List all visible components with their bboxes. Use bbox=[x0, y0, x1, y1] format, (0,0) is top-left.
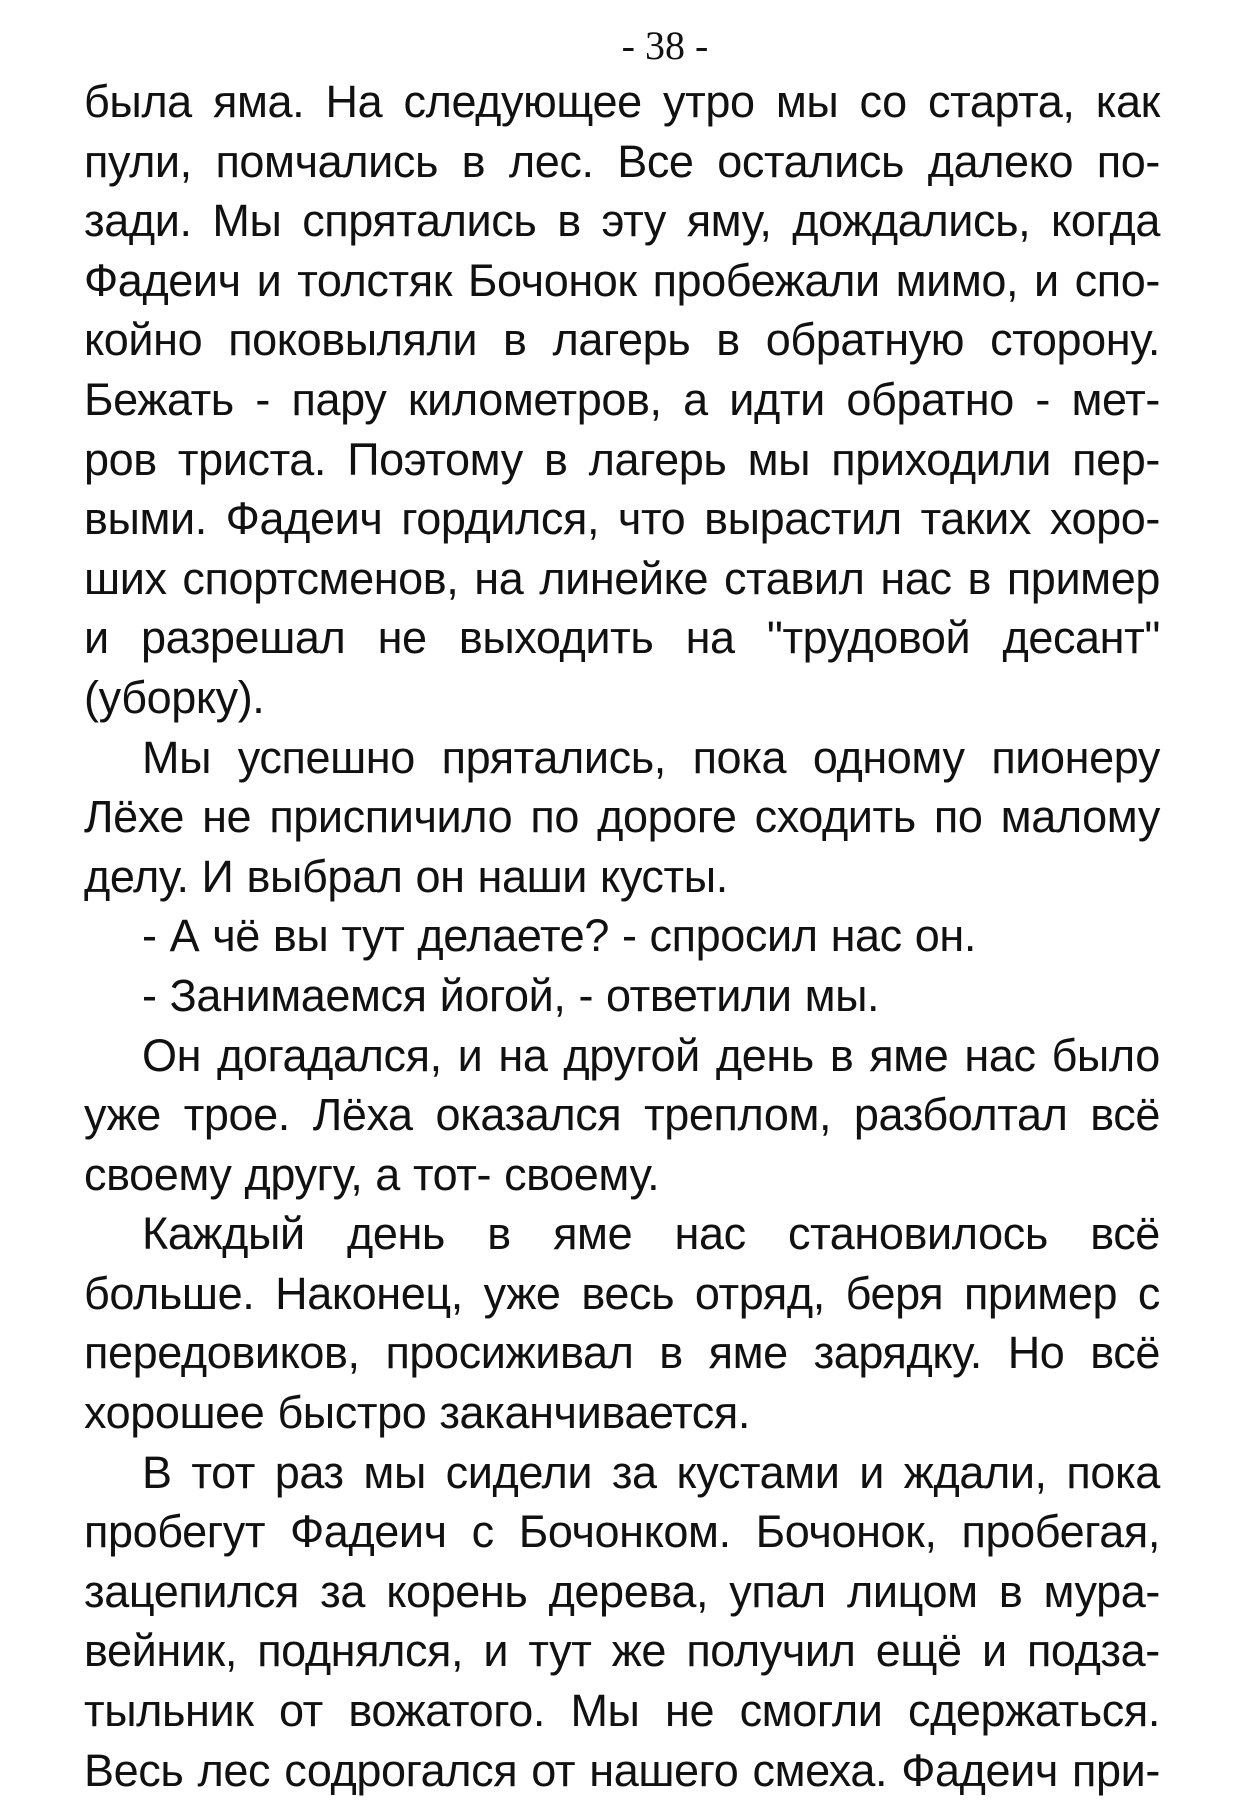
word: подза- bbox=[1026, 1625, 1160, 1677]
word: пример bbox=[963, 1267, 1118, 1319]
word: в bbox=[659, 1327, 683, 1379]
word: - bbox=[1035, 373, 1050, 425]
word: всё bbox=[1090, 1327, 1160, 1379]
word: что bbox=[617, 493, 686, 545]
word: в bbox=[487, 1208, 511, 1260]
word: пока bbox=[692, 731, 787, 783]
word: смеха. bbox=[752, 1744, 888, 1796]
word: мура- bbox=[1043, 1565, 1160, 1617]
text-line bbox=[84, 1621, 1160, 1681]
word: И bbox=[201, 850, 234, 902]
word: койно bbox=[84, 314, 203, 366]
word: зацепился bbox=[84, 1565, 299, 1617]
word: уже bbox=[483, 1267, 561, 1319]
word: на bbox=[685, 612, 735, 664]
word: пример bbox=[1006, 552, 1160, 604]
word: вожатого. bbox=[348, 1685, 545, 1737]
text-line bbox=[84, 1502, 1160, 1562]
word: и bbox=[981, 1625, 1007, 1677]
word: заканчивается. bbox=[439, 1387, 750, 1439]
word: день bbox=[715, 1029, 814, 1081]
word: Лёха bbox=[312, 1089, 413, 1141]
word: Все bbox=[617, 135, 694, 187]
word: по bbox=[530, 791, 579, 843]
word: отряд, bbox=[694, 1267, 825, 1319]
word: вырастил bbox=[704, 493, 902, 545]
word: а bbox=[683, 373, 708, 425]
text-line bbox=[84, 251, 1160, 311]
text-line bbox=[84, 430, 1160, 490]
word: пробегут bbox=[84, 1506, 266, 1558]
word: и bbox=[1034, 254, 1059, 306]
word: старта, bbox=[928, 76, 1075, 127]
word: при- bbox=[1072, 1744, 1160, 1796]
word: десант" bbox=[1002, 612, 1160, 664]
word: поднялся, bbox=[257, 1625, 464, 1677]
word: в bbox=[543, 433, 568, 485]
word: делу. bbox=[84, 850, 189, 902]
word: помчались bbox=[215, 135, 438, 187]
word: сторону. bbox=[990, 314, 1160, 366]
word: было bbox=[1051, 1029, 1160, 1081]
word: пару bbox=[291, 373, 387, 425]
word: он bbox=[415, 850, 465, 902]
word: Бежать bbox=[84, 373, 234, 425]
word: в bbox=[557, 195, 581, 247]
word: с bbox=[471, 1506, 494, 1558]
word: малому bbox=[1000, 791, 1160, 843]
text-line bbox=[84, 1026, 1160, 1086]
word: в bbox=[503, 314, 527, 366]
word: - bbox=[255, 373, 270, 425]
word: и bbox=[84, 612, 109, 664]
word: мы bbox=[747, 433, 811, 485]
word: прятались, bbox=[441, 731, 666, 783]
word: выбрал bbox=[246, 850, 403, 902]
word: приходили bbox=[831, 433, 1052, 485]
word: ших bbox=[84, 552, 167, 604]
word: по bbox=[933, 791, 983, 843]
word: гордился, bbox=[401, 493, 600, 545]
word: наши bbox=[477, 850, 588, 902]
word: другой bbox=[563, 1029, 700, 1081]
word: лагерь bbox=[552, 314, 691, 366]
word: упал bbox=[729, 1565, 826, 1617]
page-number: - 38 - bbox=[621, 23, 709, 68]
text-line bbox=[84, 966, 1160, 1026]
word: раз bbox=[274, 1446, 344, 1498]
word: Бочонком. bbox=[518, 1506, 731, 1558]
word: спросил bbox=[649, 910, 818, 962]
word: - bbox=[142, 910, 157, 962]
word: "трудовой bbox=[766, 612, 971, 664]
word: Поэтому bbox=[347, 433, 523, 485]
word: Каждый bbox=[142, 1208, 305, 1260]
word: тыльник bbox=[84, 1685, 254, 1737]
word: в bbox=[829, 1029, 854, 1081]
word: Наконец, bbox=[275, 1267, 463, 1319]
word: быстро bbox=[277, 1387, 427, 1439]
word: остались bbox=[717, 135, 905, 187]
word: больше. bbox=[84, 1267, 255, 1319]
word: Весь bbox=[84, 1744, 184, 1796]
text-line bbox=[84, 132, 1160, 192]
word: спо- bbox=[1074, 254, 1160, 306]
word: Мы bbox=[142, 731, 212, 783]
word: уже bbox=[84, 1089, 161, 1141]
word: ещё bbox=[875, 1625, 962, 1677]
word: - bbox=[578, 969, 594, 1021]
word: идти bbox=[729, 373, 825, 425]
word: пробежали bbox=[652, 254, 880, 306]
word: пионеру bbox=[991, 731, 1160, 783]
word: обратную bbox=[765, 314, 965, 366]
word: и bbox=[457, 1029, 483, 1081]
word: в bbox=[716, 314, 740, 366]
text-line bbox=[84, 310, 1160, 370]
text-line bbox=[84, 191, 1160, 251]
word: тут bbox=[341, 910, 405, 962]
word: в bbox=[998, 1565, 1023, 1617]
word: лицом bbox=[846, 1565, 978, 1617]
word: чё bbox=[212, 910, 260, 962]
text-line bbox=[84, 549, 1160, 609]
word: нас bbox=[880, 552, 952, 604]
text-line bbox=[84, 608, 1160, 668]
word: триста. bbox=[177, 433, 327, 485]
word: ответили bbox=[606, 969, 792, 1021]
word: Бочонок bbox=[467, 254, 637, 306]
word: нас bbox=[830, 910, 902, 962]
word: эту bbox=[601, 195, 666, 247]
word: нас bbox=[964, 1029, 1036, 1081]
word: и bbox=[256, 254, 282, 306]
word: передовиков, bbox=[84, 1327, 360, 1379]
word: а bbox=[375, 1148, 400, 1200]
word: тут bbox=[528, 1625, 592, 1677]
word: была bbox=[84, 76, 192, 127]
word: ров bbox=[84, 433, 157, 485]
word: как bbox=[1095, 76, 1160, 127]
word: сходить bbox=[754, 791, 916, 843]
word: мы bbox=[363, 1446, 426, 1498]
word: Но bbox=[1007, 1327, 1065, 1379]
text-line bbox=[84, 1443, 1160, 1503]
word: Занимаемся bbox=[169, 969, 427, 1021]
word: ждали, bbox=[903, 1446, 1047, 1498]
word: своему bbox=[84, 1148, 232, 1200]
word: со bbox=[859, 76, 907, 127]
word: нашего bbox=[589, 1744, 739, 1796]
text-line bbox=[84, 1681, 1160, 1741]
word: мы bbox=[775, 76, 839, 127]
word: смогли bbox=[739, 1685, 883, 1737]
word: от bbox=[531, 1744, 576, 1796]
word: следующее bbox=[403, 76, 642, 127]
word: беря bbox=[845, 1267, 944, 1319]
word: яме bbox=[553, 1208, 633, 1260]
word: На bbox=[325, 76, 383, 127]
word: Фадеич bbox=[84, 254, 241, 306]
word: Фадеич bbox=[290, 1506, 447, 1558]
text-line bbox=[84, 668, 1160, 728]
word: яме bbox=[869, 1029, 949, 1081]
word: по- bbox=[1096, 135, 1160, 187]
word: всё bbox=[1090, 1208, 1160, 1260]
word: треплом, bbox=[644, 1089, 832, 1141]
text-line bbox=[84, 1562, 1160, 1622]
word: не bbox=[377, 612, 427, 664]
word: Фадеич bbox=[901, 1744, 1058, 1796]
word: просиживал bbox=[385, 1327, 634, 1379]
word: за bbox=[320, 1565, 366, 1617]
word: далеко bbox=[927, 135, 1074, 187]
word: Бочонок, bbox=[755, 1506, 937, 1558]
body-text bbox=[84, 72, 1160, 1800]
word: догадался, bbox=[217, 1029, 442, 1081]
word: таких bbox=[920, 493, 1032, 545]
word: дерева, bbox=[548, 1565, 709, 1617]
word: в bbox=[461, 135, 486, 187]
word: (уборку). bbox=[84, 671, 265, 723]
text-line bbox=[84, 370, 1160, 430]
word: получил bbox=[686, 1625, 856, 1677]
word: разболтал bbox=[853, 1089, 1068, 1141]
text-line bbox=[84, 489, 1160, 549]
word: кустами bbox=[676, 1446, 840, 1498]
word: йогой, bbox=[439, 969, 566, 1021]
word: тот bbox=[191, 1446, 255, 1498]
word: Он bbox=[142, 1029, 202, 1081]
word: своему. bbox=[504, 1148, 660, 1200]
word: не bbox=[665, 1685, 715, 1737]
word: оказался bbox=[435, 1089, 622, 1141]
text-line bbox=[84, 906, 1160, 966]
word: содрогался bbox=[284, 1744, 518, 1796]
word: корень bbox=[386, 1565, 528, 1617]
word: успешно bbox=[237, 731, 415, 783]
word: он. bbox=[914, 910, 976, 962]
word: лес bbox=[197, 1744, 271, 1796]
word: сдержаться. bbox=[907, 1685, 1160, 1737]
word: утро bbox=[663, 76, 755, 127]
word: от bbox=[279, 1685, 323, 1737]
word: всё bbox=[1090, 1089, 1160, 1141]
word: мет- bbox=[1071, 373, 1160, 425]
word: выходить bbox=[458, 612, 654, 664]
text-line bbox=[84, 1204, 1160, 1264]
word: ставил bbox=[723, 552, 865, 604]
text-line bbox=[84, 1741, 1160, 1800]
word: когда bbox=[1051, 195, 1160, 247]
text-line bbox=[84, 72, 1160, 132]
word: кусты. bbox=[600, 850, 728, 902]
word: в bbox=[967, 552, 991, 604]
word: не bbox=[202, 791, 252, 843]
text-line bbox=[84, 1264, 1160, 1324]
word: В bbox=[142, 1446, 172, 1498]
word: на bbox=[498, 1029, 548, 1081]
text-line bbox=[84, 1383, 1160, 1443]
word: яма. bbox=[213, 76, 305, 127]
text-line bbox=[84, 1145, 1160, 1205]
word: Фадеич bbox=[225, 493, 383, 545]
word: пока bbox=[1066, 1446, 1160, 1498]
word: спрятались bbox=[302, 195, 537, 247]
word: зарядку. bbox=[813, 1327, 982, 1379]
word: дороге bbox=[597, 791, 737, 843]
word: хоро- bbox=[1049, 493, 1160, 545]
text-line bbox=[84, 1085, 1160, 1145]
word: и bbox=[483, 1625, 509, 1677]
word: день bbox=[346, 1208, 445, 1260]
word: Мы bbox=[212, 195, 282, 247]
word: вы bbox=[272, 910, 329, 962]
word: пули, bbox=[84, 135, 192, 187]
word: зади. bbox=[84, 195, 192, 247]
word: с bbox=[1137, 1267, 1160, 1319]
word: сидели bbox=[445, 1446, 593, 1498]
word: толстяк bbox=[297, 254, 452, 306]
word: Мы bbox=[570, 1685, 640, 1737]
word: становилось bbox=[788, 1208, 1048, 1260]
word: хорошее bbox=[84, 1387, 265, 1439]
word: делаете? bbox=[417, 910, 609, 962]
word: яме bbox=[708, 1327, 788, 1379]
word: за bbox=[611, 1446, 657, 1498]
word: Лёхе bbox=[84, 791, 184, 843]
word: пер- bbox=[1072, 433, 1160, 485]
word: другу, bbox=[244, 1148, 363, 1200]
text-line bbox=[84, 728, 1160, 788]
word: вейник, bbox=[84, 1625, 237, 1677]
word: лес. bbox=[508, 135, 594, 187]
word: дождались, bbox=[792, 195, 1031, 247]
word: нас bbox=[674, 1208, 746, 1260]
word: пробегая, bbox=[961, 1506, 1160, 1558]
word: обратно bbox=[846, 373, 1014, 425]
word: и bbox=[859, 1446, 885, 1498]
word: одному bbox=[812, 731, 965, 783]
word: лагерь bbox=[588, 433, 727, 485]
word: трое. bbox=[183, 1089, 290, 1141]
text-line bbox=[84, 787, 1160, 847]
word: - bbox=[621, 910, 637, 962]
word: А bbox=[169, 910, 200, 962]
word: - bbox=[142, 969, 157, 1021]
word: весь bbox=[581, 1267, 675, 1319]
word: разрешал bbox=[140, 612, 346, 664]
word: спортсменов, bbox=[182, 552, 459, 604]
word: приспичило bbox=[269, 791, 513, 843]
word: на bbox=[474, 552, 524, 604]
word: мимо, bbox=[895, 254, 1019, 306]
text-line bbox=[84, 847, 1160, 907]
word: мы. bbox=[804, 969, 880, 1021]
word: километров, bbox=[407, 373, 662, 425]
text-line bbox=[84, 1323, 1160, 1383]
word: линейке bbox=[539, 552, 709, 604]
word: яму, bbox=[686, 195, 772, 247]
word: поковыляли bbox=[228, 314, 478, 366]
word: выми. bbox=[84, 493, 207, 545]
word: тот- bbox=[412, 1148, 492, 1200]
word: же bbox=[611, 1625, 667, 1677]
